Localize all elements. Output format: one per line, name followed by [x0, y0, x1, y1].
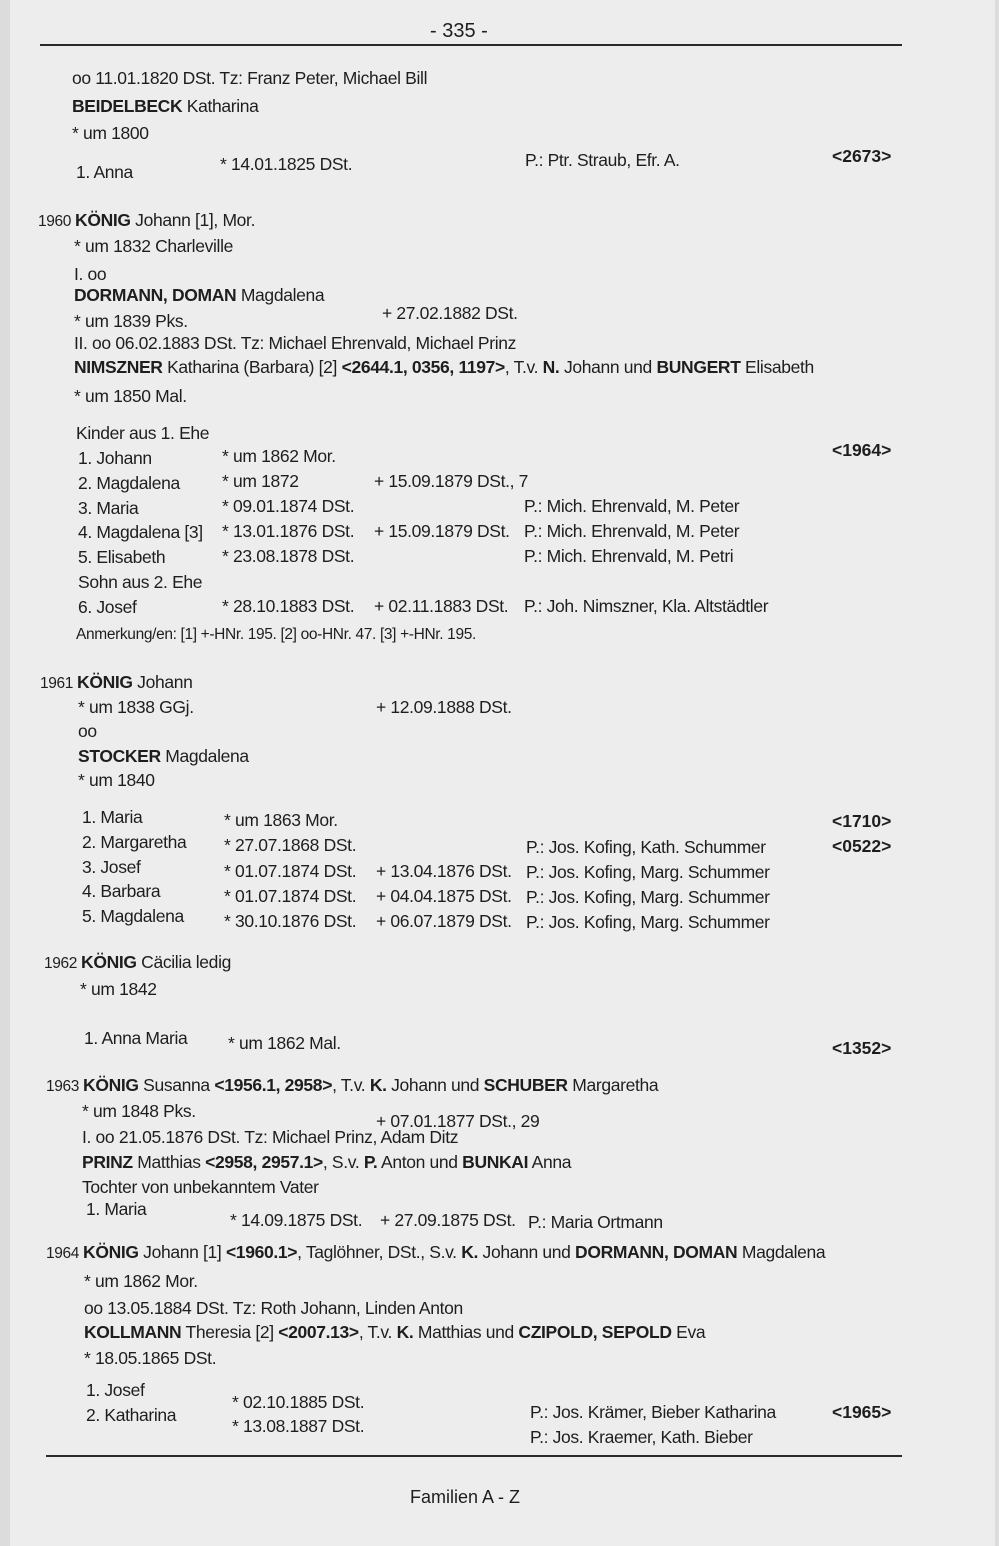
text: * um 1832 Charleville	[74, 236, 233, 256]
text: * um 1862 Mor.	[222, 446, 336, 466]
text-line	[222, 496, 354, 516]
text: * um 1862 Mor.	[84, 1271, 198, 1291]
text-line	[74, 311, 188, 331]
text: + 02.11.1883 DSt.	[374, 596, 509, 616]
text-line	[44, 952, 231, 974]
text: Sohn aus 2. Ehe	[78, 572, 203, 592]
bold-text: KÖNIG	[75, 210, 131, 230]
text: * 13.01.1876 DSt.	[222, 521, 355, 541]
text-line	[82, 881, 160, 901]
text-line	[40, 672, 193, 694]
text: Matthias und	[413, 1322, 519, 1342]
text: 6. Josef	[78, 597, 137, 617]
text-line	[84, 1271, 198, 1291]
text: + 27.09.1875 DSt.	[380, 1210, 516, 1230]
text-line	[86, 1380, 144, 1400]
text: Johann und	[478, 1242, 576, 1262]
text-line	[78, 770, 155, 790]
bold-text: KOLLMANN	[84, 1322, 182, 1342]
text: * 14.09.1875 DSt.	[230, 1210, 363, 1230]
text: , T.v.	[504, 357, 543, 377]
text: * 01.07.1874 DSt.	[224, 861, 357, 881]
text-line	[526, 887, 770, 907]
bold-text: STOCKER	[78, 746, 161, 766]
text: Eva	[671, 1322, 706, 1342]
text-line	[376, 861, 512, 881]
text: + 15.09.1879 DSt.	[374, 521, 510, 541]
text-line	[78, 721, 97, 741]
bold-text: <2007.13>	[278, 1322, 359, 1342]
text: 1. Maria	[82, 807, 143, 827]
cross-reference: <1710>	[832, 811, 892, 831]
text: Margaretha	[567, 1075, 659, 1095]
bold-text: SCHUBER	[483, 1075, 568, 1095]
page-footer: Familien A - Z	[410, 1487, 521, 1507]
text: 5. Magdalena	[82, 906, 184, 926]
text: I. oo 21.05.1876 DSt. Tz: Michael Prinz, Adam Ditz	[82, 1127, 459, 1147]
cross-reference: <1964>	[832, 440, 892, 460]
text-line	[232, 1392, 364, 1412]
text: P.: Maria Ortmann	[528, 1212, 663, 1232]
text: 4. Barbara	[82, 881, 161, 901]
cross-reference: <1965>	[832, 1402, 892, 1422]
text-line	[222, 471, 299, 491]
text: , Taglöhner, DSt., S.v.	[297, 1242, 462, 1262]
text-line	[530, 1427, 753, 1447]
text: * 23.08.1878 DSt.	[222, 546, 355, 566]
header-rule	[40, 44, 902, 46]
text: * 28.10.1883 DSt.	[222, 596, 355, 616]
text-line	[230, 1210, 362, 1230]
bold-text: <2644.1, 0356, 1197>	[341, 357, 505, 377]
text-line	[74, 357, 814, 377]
text-line	[84, 1348, 216, 1368]
text-line	[224, 861, 356, 881]
text-line	[84, 1028, 187, 1048]
text-line	[374, 521, 510, 541]
text-line	[80, 979, 157, 999]
bold-text: K.	[369, 1075, 387, 1095]
bold-text: NIMSZNER	[74, 357, 163, 377]
text: Anna	[528, 1152, 572, 1172]
text-line	[374, 471, 528, 491]
text-line	[376, 886, 512, 906]
text: * um 1842	[80, 979, 157, 999]
text: Susanna	[138, 1075, 215, 1095]
bold-text: <1960.1>	[225, 1242, 298, 1262]
text-line	[82, 1177, 319, 1197]
bold-text: K.	[461, 1242, 479, 1262]
bold-text: PRINZ	[82, 1152, 133, 1172]
text: + 04.04.1875 DSt.	[376, 886, 512, 906]
bold-text: KÖNIG	[81, 952, 137, 972]
text-line	[524, 596, 768, 616]
text-line	[78, 448, 152, 468]
text: + 07.01.1877 DSt., 29	[376, 1111, 540, 1131]
text: , T.v.	[358, 1322, 397, 1342]
text-line	[376, 697, 512, 717]
text: Katharina (Barbara) [2]	[162, 357, 342, 377]
text: Johann und	[386, 1075, 484, 1095]
text: 1. Maria	[86, 1199, 147, 1219]
text: P.: Mich. Ehrenvald, M. Peter	[524, 496, 740, 516]
cross-reference: <2673>	[832, 146, 892, 166]
text: * um 1838 GGj.	[78, 697, 194, 717]
text-line	[72, 96, 259, 116]
text: * um 1840	[78, 770, 155, 790]
text: II. oo 06.02.1883 DSt. Tz: Michael Ehrenvald, Michael Prinz	[74, 333, 517, 353]
text-line	[86, 1199, 146, 1219]
text-line	[222, 546, 354, 566]
text-line	[82, 832, 186, 852]
page-number: - 335 -	[430, 20, 488, 42]
text: * 02.10.1885 DSt.	[232, 1392, 365, 1412]
text: 3. Maria	[78, 498, 139, 518]
footer-rule	[46, 1455, 902, 1457]
text: , T.v.	[332, 1075, 370, 1095]
text: Magdalena	[160, 746, 249, 766]
text: Elisabeth	[740, 357, 814, 377]
text-line	[524, 496, 739, 516]
text: P.: Joh. Nimszner, Kla. Altstädtler	[524, 596, 769, 616]
text-line	[84, 1322, 705, 1342]
bold-text: <1956.1, 2958>	[214, 1075, 333, 1095]
text: Anton und	[377, 1152, 463, 1172]
text: + 06.07.1879 DSt.	[376, 911, 512, 931]
text-line	[526, 862, 770, 882]
text-line	[74, 236, 233, 256]
text-line	[82, 1127, 458, 1147]
text: 1. Anna Maria	[84, 1028, 188, 1048]
text: 1960	[38, 213, 76, 230]
text: Theresia [2]	[181, 1322, 279, 1342]
text: , S.v.	[322, 1152, 364, 1172]
text-line	[76, 623, 476, 645]
text-line	[524, 521, 739, 541]
text-line	[78, 572, 202, 592]
text: P.: Mich. Ehrenvald, M. Petri	[524, 546, 734, 566]
text-line	[78, 697, 194, 717]
bold-text: BUNKAI	[462, 1152, 529, 1172]
cross-reference: <1352>	[832, 1038, 892, 1058]
text: Johann und	[559, 357, 657, 377]
text-line	[74, 285, 324, 305]
text: 1963	[46, 1078, 84, 1095]
text: Magdalena	[236, 285, 325, 305]
text-line	[38, 210, 255, 232]
text-line	[78, 547, 165, 567]
text: * 30.10.1876 DSt.	[224, 911, 357, 931]
text-line	[78, 746, 249, 766]
text-line	[382, 303, 518, 323]
text-line	[376, 911, 512, 931]
text: Kinder aus 1. Ehe	[76, 423, 210, 443]
text-line	[525, 150, 680, 170]
text-line	[524, 546, 733, 566]
text: 1. Johann	[78, 448, 152, 468]
text: * 01.07.1874 DSt.	[224, 886, 357, 906]
text-line	[46, 1075, 658, 1097]
text-line	[224, 886, 356, 906]
bold-text: DORMANN, DOMAN	[74, 285, 237, 305]
text: oo 11.01.1820 DSt. Tz: Franz Peter, Michael Bill	[72, 68, 428, 88]
text: Katharina	[182, 96, 259, 116]
text: Magdalena	[737, 1242, 826, 1262]
text-line	[528, 1212, 663, 1232]
text-line	[380, 1210, 516, 1230]
text-line	[222, 596, 354, 616]
text-line	[82, 807, 142, 827]
text: oo 13.05.1884 DSt. Tz: Roth Johann, Linden Anton	[84, 1298, 463, 1318]
text-line	[232, 1416, 364, 1436]
text: P.: Jos. Kraemer, Kath. Bieber	[530, 1427, 753, 1447]
bold-text: N.	[542, 357, 560, 377]
text: Matthias	[132, 1152, 206, 1172]
text: P.: Jos. Kofing, Marg. Schummer	[526, 862, 770, 882]
text-line	[72, 68, 427, 88]
text: + 12.09.1888 DSt.	[376, 697, 512, 717]
text: * um 1872	[222, 471, 299, 491]
text: P.: Jos. Krämer, Bieber Katharina	[530, 1402, 776, 1422]
text: 5. Elisabeth	[78, 547, 166, 567]
text-line	[82, 1101, 196, 1121]
text-line	[78, 597, 136, 617]
text-line	[84, 1298, 463, 1318]
text: 4. Magdalena [3]	[78, 522, 203, 542]
text-line	[74, 264, 106, 284]
text: 2. Katharina	[86, 1405, 177, 1425]
bold-text: BEIDELBECK	[72, 96, 183, 116]
text-line	[74, 333, 516, 353]
bold-text: BUNGERT	[656, 357, 741, 377]
text-line	[530, 1402, 776, 1422]
bold-text: DORMANN, DOMAN	[575, 1242, 738, 1262]
text: P.: Jos. Kofing, Kath. Schummer	[526, 837, 766, 857]
text: P.: Jos. Kofing, Marg. Schummer	[526, 887, 770, 907]
text-line	[78, 522, 203, 542]
text-line	[78, 498, 138, 518]
text: * um 1848 Pks.	[82, 1101, 196, 1121]
text: * um 1839 Pks.	[74, 311, 188, 331]
text-line	[78, 473, 180, 493]
text-line	[74, 386, 187, 406]
text: Cäcilia ledig	[136, 952, 231, 972]
text-line	[224, 911, 356, 931]
bold-text: K.	[396, 1322, 414, 1342]
text: 2. Margaretha	[82, 832, 187, 852]
text-line	[82, 1152, 571, 1172]
text-line	[224, 810, 338, 830]
text: I. oo	[74, 264, 107, 284]
text: * um 1850 Mal.	[74, 386, 187, 406]
text-line	[526, 912, 770, 932]
text: Johann [1]	[138, 1242, 226, 1262]
text-line	[46, 1242, 825, 1264]
text: Johann	[132, 672, 193, 692]
text: 1964	[46, 1245, 84, 1262]
text: 1962	[44, 955, 82, 972]
bold-text: KÖNIG	[83, 1242, 139, 1262]
text-line	[82, 906, 184, 926]
text: * 18.05.1865 DSt.	[84, 1348, 217, 1368]
text: * um 1863 Mor.	[224, 810, 338, 830]
text-line	[526, 837, 766, 857]
text: Tochter von unbekanntem Vater	[82, 1177, 319, 1197]
bold-text: KÖNIG	[77, 672, 133, 692]
text: 1961	[40, 675, 78, 692]
text-line	[228, 1033, 341, 1053]
text-line	[374, 596, 508, 616]
bold-text: CZIPOLD, SEPOLD	[518, 1322, 672, 1342]
text: * um 1862 Mal.	[228, 1033, 341, 1053]
text-line	[82, 857, 140, 877]
text: oo	[78, 721, 97, 741]
text: 3. Josef	[82, 857, 141, 877]
text-line	[220, 154, 352, 174]
text: + 13.04.1876 DSt.	[376, 861, 512, 881]
text-line	[72, 123, 149, 143]
document-page	[10, 0, 995, 1546]
text: + 27.02.1882 DSt.	[382, 303, 518, 323]
text-line	[76, 423, 209, 443]
text: + 15.09.1879 DSt., 7	[374, 471, 529, 491]
text: P.: Ptr. Straub, Efr. A.	[525, 150, 680, 170]
cross-reference: <0522>	[832, 836, 892, 856]
text: P.: Mich. Ehrenvald, M. Peter	[524, 521, 740, 541]
text: 1. Josef	[86, 1380, 145, 1400]
bold-text: <2958, 2957.1>	[205, 1152, 323, 1172]
text: * 09.01.1874 DSt.	[222, 496, 355, 516]
text-line	[224, 835, 356, 855]
text: * 27.07.1868 DSt.	[224, 835, 357, 855]
text: Johann [1], Mor.	[130, 210, 256, 230]
text-line	[86, 1405, 176, 1425]
bold-text: KÖNIG	[83, 1075, 139, 1095]
text: Anmerkung/en: [1] +-HNr. 195. [2] oo-HNr. 47. [3] +-HNr. 195.	[76, 626, 476, 643]
text: P.: Jos. Kofing, Marg. Schummer	[526, 912, 770, 932]
text: * 14.01.1825 DSt.	[220, 154, 353, 174]
bold-text: P.	[363, 1152, 378, 1172]
text-line	[222, 521, 354, 541]
text: 1. Anna	[76, 162, 133, 182]
text: * um 1800	[72, 123, 149, 143]
text-line	[76, 162, 133, 182]
text-line	[222, 446, 336, 466]
text: 2. Magdalena	[78, 473, 180, 493]
text: * 13.08.1887 DSt.	[232, 1416, 365, 1436]
